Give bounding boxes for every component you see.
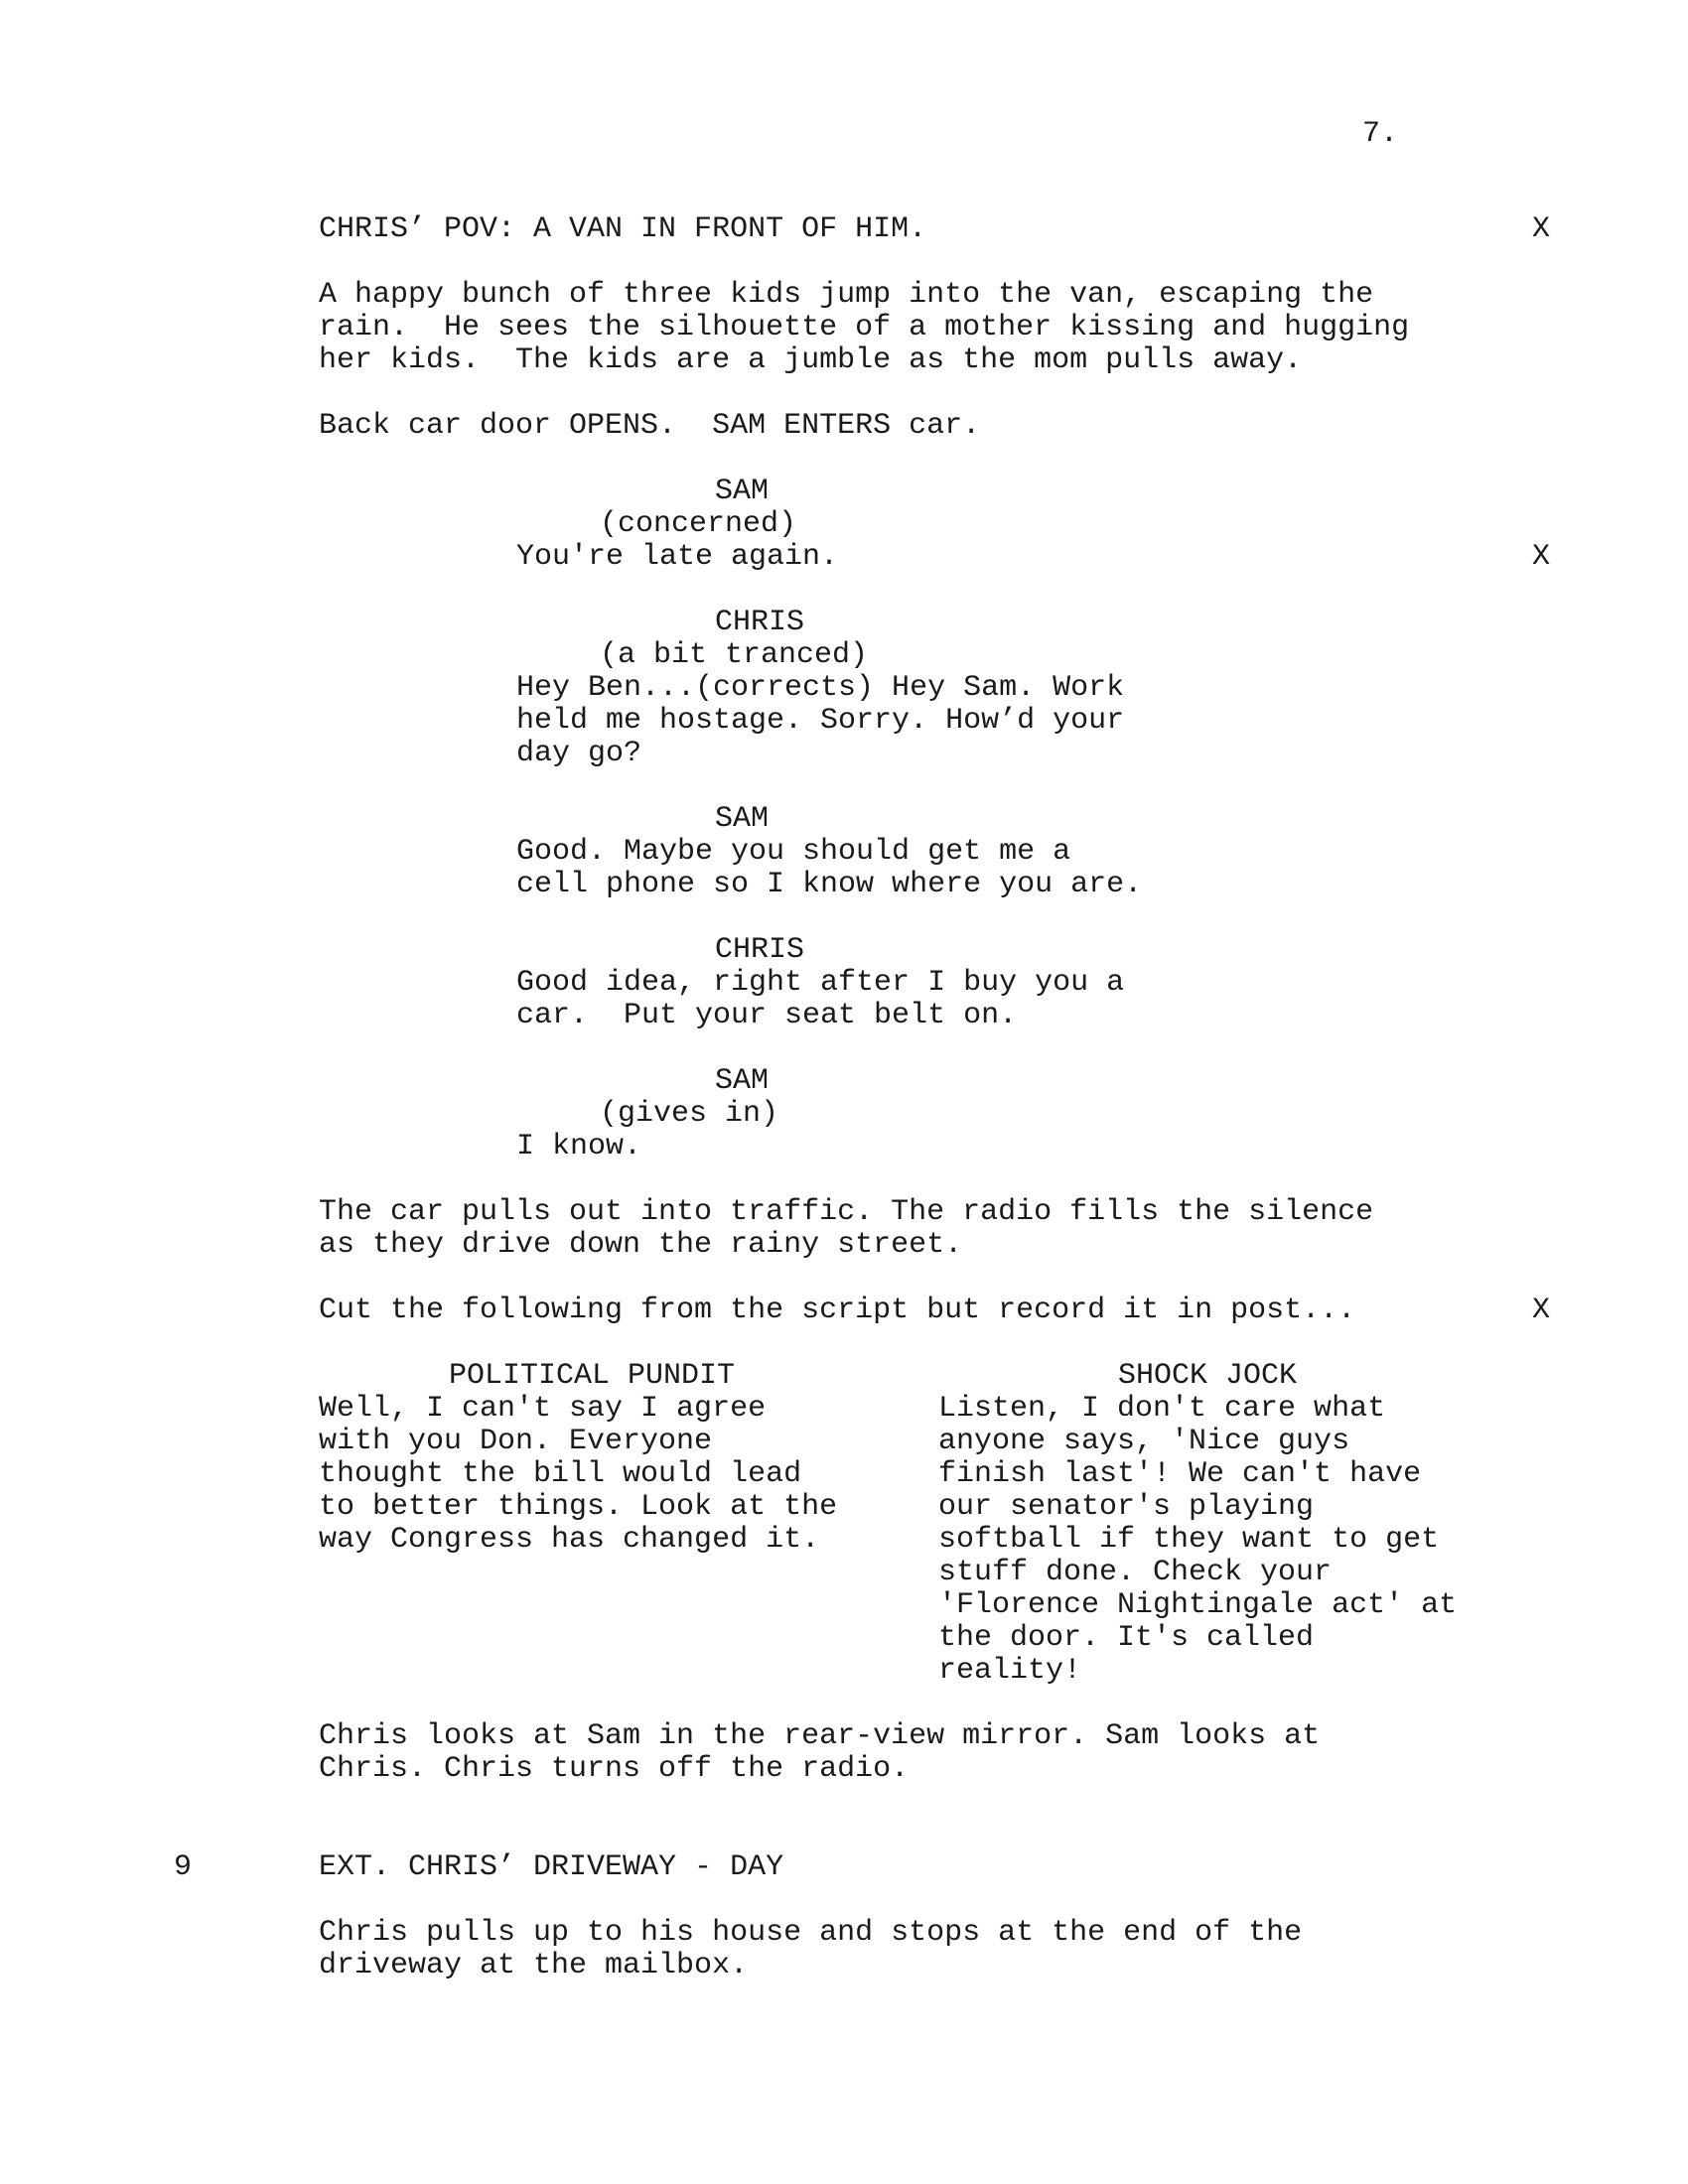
dialogue-line: reality!: [938, 1654, 1082, 1688]
action-line: rain. He sees the silhouette of a mother kissing and hugging: [319, 311, 1410, 344]
character-name: SAM: [715, 475, 770, 508]
dialogue-line: I know.: [516, 1130, 642, 1163]
dialogue-line: Listen, I don't care what: [938, 1392, 1386, 1426]
revision-mark: X: [1532, 540, 1551, 574]
dialogue-line: finish last'! We can't have: [938, 1457, 1422, 1491]
dual-dialogue-left: [319, 1393, 837, 1557]
action-line: as they drive down the rainy street.: [319, 1228, 963, 1262]
action-line: her kids. The kids are a jumble as the mom pulls away.: [319, 343, 1303, 377]
dialogue-line: Hey Ben...(corrects) Hey Sam. Work: [516, 671, 1125, 705]
character-name: CHRIS: [715, 606, 805, 639]
action-paragraph: Cut the following from the script but record it in post...: [319, 1294, 1356, 1327]
character-name: SHOCK JOCK: [1118, 1359, 1298, 1393]
action-paragraph: [319, 1917, 1530, 1982]
page-number: 7.: [1362, 117, 1399, 151]
dialogue-line: Well, I can't say I agree: [319, 1392, 767, 1426]
action-line: driveway at the mailbox.: [319, 1949, 749, 1982]
scene-heading: EXT. CHRIS’ DRIVEWAY - DAY: [319, 1850, 784, 1884]
dialogue-line: way Congress has changed it.: [319, 1523, 820, 1557]
dialogue-line: held me hostage. Sorry. How’d your: [516, 704, 1125, 738]
dialogue-line: 'Florence Nightingale act' at: [938, 1588, 1458, 1622]
dialogue-line: Good. Maybe you should get me a: [516, 835, 1071, 869]
action-paragraph: [319, 1720, 1530, 1786]
parenthetical: (a bit tranced): [600, 638, 869, 672]
parenthetical: (gives in): [600, 1097, 779, 1131]
dialogue-line: softball if they want to get: [938, 1523, 1440, 1557]
dialogue-line: cell phone so I know where you are.: [516, 868, 1143, 901]
dialogue-line: Good idea, right after I buy you a: [516, 966, 1125, 1000]
dialogue-line: thought the bill would lead: [319, 1457, 802, 1491]
pov-line: CHRIS’ POV: A VAN IN FRONT OF HIM.: [319, 212, 927, 246]
action-line: Chris looks at Sam in the rear-view mirror. Sam looks at: [319, 1719, 1321, 1753]
action-line: A happy bunch of three kids jump into the van, escaping the: [319, 278, 1374, 312]
dialogue-line: the door. It's called: [938, 1621, 1315, 1655]
dialogue-line: day go?: [516, 737, 642, 770]
dialogue-line: stuff done. Check your: [938, 1556, 1333, 1589]
dialogue-line: car. Put your seat belt on.: [516, 999, 1018, 1032]
action-paragraph: [319, 279, 1530, 377]
action-paragraph: [319, 1196, 1530, 1262]
dialogue-line: our senator's playing: [938, 1490, 1315, 1524]
parenthetical: (concerned): [600, 507, 797, 541]
dialogue-line: with you Don. Everyone: [319, 1425, 713, 1458]
scene-number: 9: [174, 1850, 193, 1884]
revision-mark: X: [1532, 212, 1551, 246]
dialogue: [516, 836, 1142, 901]
dialogue: [516, 967, 1124, 1032]
dialogue: [516, 672, 1124, 770]
revision-mark: X: [1532, 1294, 1551, 1327]
action-line: The car pulls out into traffic. The radio fills the silence: [319, 1195, 1374, 1229]
character-name: SAM: [715, 1064, 770, 1098]
action-paragraph: Back car door OPENS. SAM ENTERS car.: [319, 409, 981, 443]
action-line: Chris. Chris turns off the radio.: [319, 1752, 910, 1786]
character-name: CHRIS: [715, 933, 805, 967]
dialogue-line: to better things. Look at the: [319, 1490, 838, 1524]
character-name: SAM: [715, 802, 770, 836]
dual-dialogue-right: [938, 1393, 1457, 1688]
dialogue-line: You're late again.: [516, 540, 839, 574]
action-line: Chris pulls up to his house and stops at the end of the: [319, 1916, 1303, 1950]
dialogue-line: anyone says, 'Nice guys: [938, 1425, 1350, 1458]
character-name: POLITICAL PUNDIT: [449, 1359, 736, 1393]
